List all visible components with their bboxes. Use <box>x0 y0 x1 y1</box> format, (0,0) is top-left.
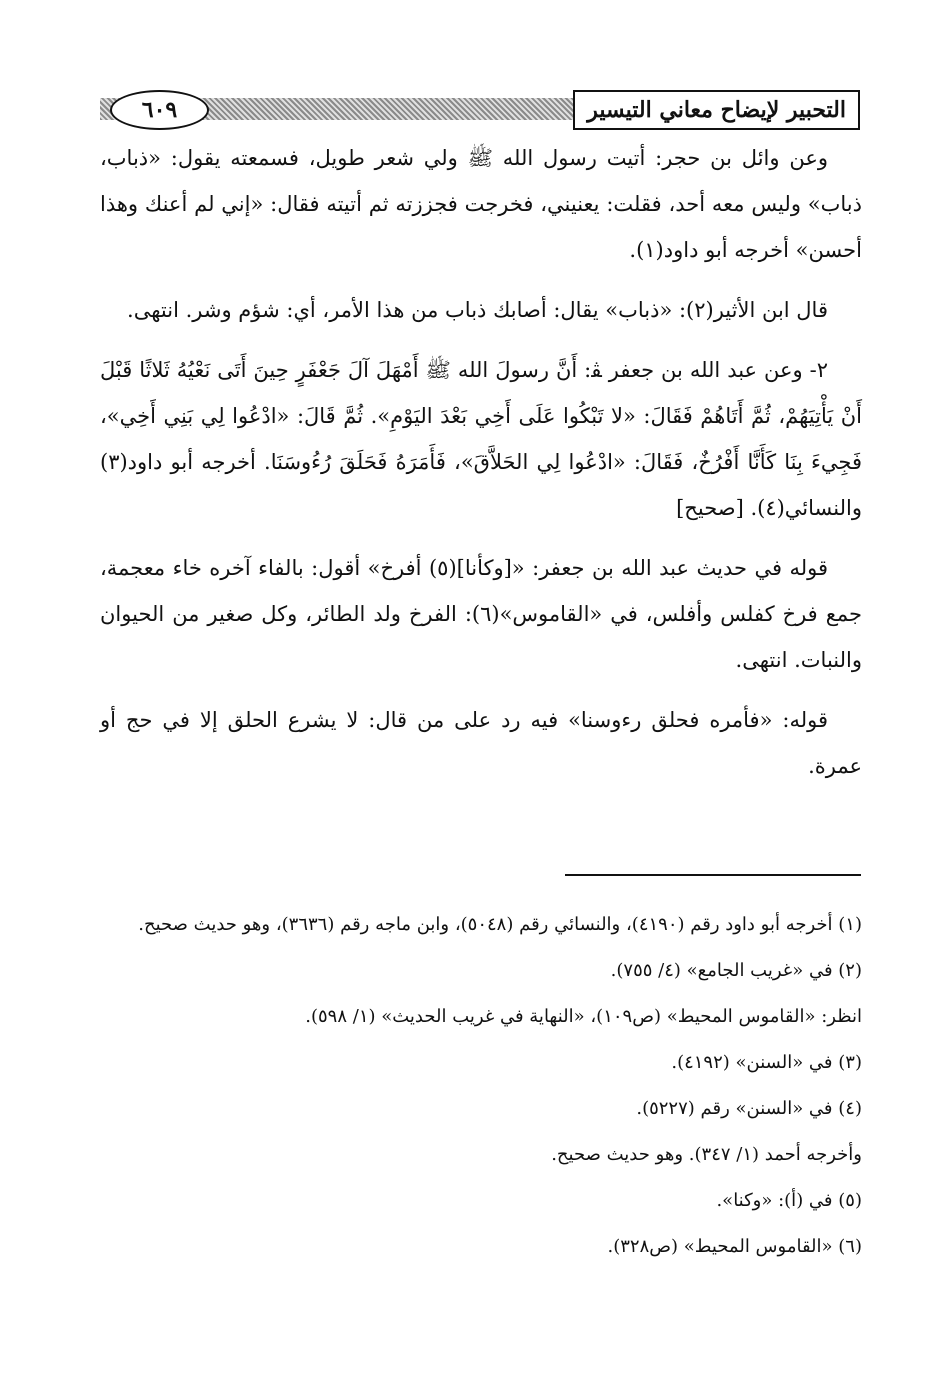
page-number: ٦٠٩ <box>110 90 209 130</box>
paragraph-afrukh-commentary: قوله في حديث عبد الله بن جعفر: «[وكأنا](٥) أفرخ» أقول: بالفاء آخره خاء معجمة، جمع فرخ كفلس وأفلس، في «القاموس»(٦): الفرخ ولد الطائر، وكل صغير من الحيوان والنبات. انتهى. <box>100 556 862 672</box>
footnote-1: (١) أخرجه أبو داود رقم (٤١٩٠)، والنسائي رقم (٥٠٤٨)، وابن ماجه رقم (٣٦٣٦)، وهو حديث صحيح. <box>138 914 862 935</box>
footnote-4: (٤) في «السنن» رقم (٥٢٢٧). <box>636 1098 862 1119</box>
paragraph-wail-hadith: وعن وائل بن حجر: أتيت رسول الله ﷺ ولي شعر طويل، فسمعته يقول: «ذباب، ذباب» وليس معه أحد، فقلت: يعنيني، فخرجت فجززته ثم أتيته فقال: «إني لم أعنك وهذا أحسن» أخرجه أبو داود(١). <box>100 146 862 262</box>
running-header <box>100 90 860 130</box>
book-title: التحبير لإيضاح معاني التيسير <box>573 90 860 130</box>
footnote-4-note: وأخرجه أحمد (١/ ٣٤٧). وهو حديث صحيح. <box>551 1144 862 1165</box>
paragraph-jafar-hadith: ٢- وعن عبد الله بن جعفر ﭭ: أَنَّ رسولَ الله ﷺ أَمْهَلَ آلَ جَعْفَرٍ حِينَ أَتَى نَعْيُهُ ثَلاثًا قَبْلَ أَنْ يَأْتِيَهُمْ، ثُمَّ أَتَاهُمْ فَقَالَ: «لا تَبْكُوا عَلَى أَخِي بَعْدَ اليَوْمِ». ثُمَّ قَالَ: «ادْعُوا لِي بَنِي أَخِي»، فَجِيءَ بِنَا كَأَنَّا أَفْرُخٌ، فَقَالَ: «ادْعُوا لِي الحَلاَّقَ»، فَأَمَرَهُ فَحَلَقَ رُءُوسَنَا. أخرجه أبو داود(٣) والنسائي(٤). [صحيح] <box>100 358 862 520</box>
main-text <box>100 135 862 789</box>
paragraph-ibn-athir: قال ابن الأثير(٢): «ذباب» يقال: أصابك ذباب من هذا الأمر، أي: شؤم وشر. انتهى. <box>127 298 828 322</box>
footnote-3: (٣) في «السنن» (٤١٩٢). <box>671 1052 862 1073</box>
footnote-2-note: انظر: «القاموس المحيط» (ص١٠٩)، «النهاية في غريب الحديث» (١/ ٥٩٨). <box>305 1006 862 1027</box>
footnote-5: (٥) في (أ): «وكنا». <box>716 1190 862 1211</box>
paragraph-halq-commentary: قوله: «فأمره فحلق رءوسنا» فيه رد على من قال: لا يشرع الحلق إلا في حج أو عمرة. <box>100 708 862 778</box>
footnotes <box>96 905 862 1273</box>
footnote-6: (٦) «القاموس المحيط» (ص٣٢٨). <box>607 1236 862 1257</box>
footnote-separator <box>565 874 861 876</box>
footnote-2: (٢) في «غريب الجامع» (٤/ ٧٥٥). <box>610 960 862 981</box>
